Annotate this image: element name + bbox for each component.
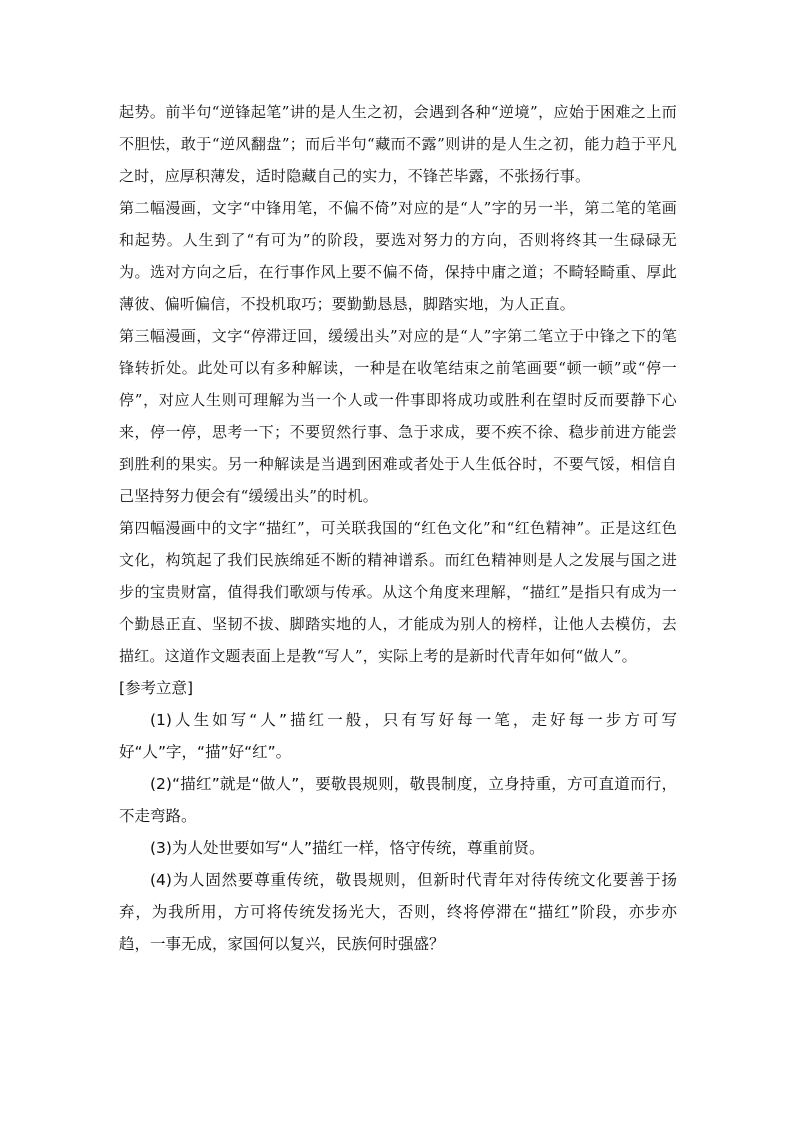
reference-ideas-section bbox=[119, 672, 677, 960]
reference-idea-1: (1)人生如写“人”描红一般，只有写好每一笔，走好每一步方可写好“人”字，“描”好“红”。 bbox=[119, 711, 677, 761]
analysis-paragraph-3: 第三幅漫画，文字“停滞迂回，缓缓出头”对应的是“人”字第二笔立于中锋之下的笔锋转折处。此处可以有多种解读，一种是在收笔结束之前笔画要“顿一顿”或“停一停”，对应人生则可理解为当一个人或一件事即将成功或胜利在望时反而要静下心来，停一停，思考一下；不要贸然行事、急于求成，要不疾不徐、稳步前进方能尝到胜利的果实。另一种解读是当遇到困难或者处于人生低谷时，不要气馁，相信自己坚持努力便会有“缓缓出头”的时机。 bbox=[119, 327, 677, 505]
analysis-paragraph-4: 第四幅漫画中的文字“描红”，可关联我国的“红色文化”和“红色精神”。正是这红色文化，构筑起了我们民族绵延不断的精神谱系。而红色精神则是人之发展与国之进步的宝贵财富，值得我们歌颂与传承。从这个角度来理解，“描红”是指只有成为一个勤恳正直、坚韧不拔、脚踏实地的人，才能成为别人的榜样，让他人去模仿，去描红。这道作文题表面上是教“写人”，实际上考的是新时代青年如何“做人”。 bbox=[119, 519, 677, 665]
analysis-section bbox=[119, 96, 677, 672]
analysis-paragraph-1: 起势。前半句“逆锋起笔”讲的是人生之初，会遇到各种“逆境”，应始于困难之上而不胆怯，敢于“逆风翻盘”；而后半句“藏而不露”则讲的是人生之初，能力趋于平凡之时，应厚积薄发，适时隐藏自己的实力，不锋芒毕露，不张扬行事。 bbox=[119, 103, 677, 185]
reference-idea-4: (4)为人固然要尊重传统，敬畏规则，但新时代青年对待传统文化要善于扬弃，为我所用，方可将传统发扬光大，否则，终将停滞在“描红”阶段，亦步亦趋，一事无成，家国何以复兴，民族何时强盛？ bbox=[119, 871, 677, 953]
reference-idea-3: (3)为人处世要如写“人”描红一样，恪守传统，尊重前贤。 bbox=[150, 839, 545, 857]
document-page bbox=[119, 96, 677, 960]
reference-ideas-heading: [参考立意] bbox=[119, 679, 194, 697]
analysis-paragraph-2: 第二幅漫画，文字“中锋用笔，不偏不倚”对应的是“人”字的另一半，第二笔的笔画和起势。人生到了“有可为”的阶段，要选对努力的方向，否则将终其一生碌碌无为。选对方向之后，在行事作风上要不偏不倚，保持中庸之道；不畸轻畸重、厚此薄彼、偏听偏信，不投机取巧；要勤勤恳恳，脚踏实地，为人正直。 bbox=[119, 199, 677, 313]
reference-idea-2: (2)“描红”就是“做人”，要敬畏规则，敬畏制度，立身持重，方可直道而行，不走弯路。 bbox=[119, 775, 677, 825]
